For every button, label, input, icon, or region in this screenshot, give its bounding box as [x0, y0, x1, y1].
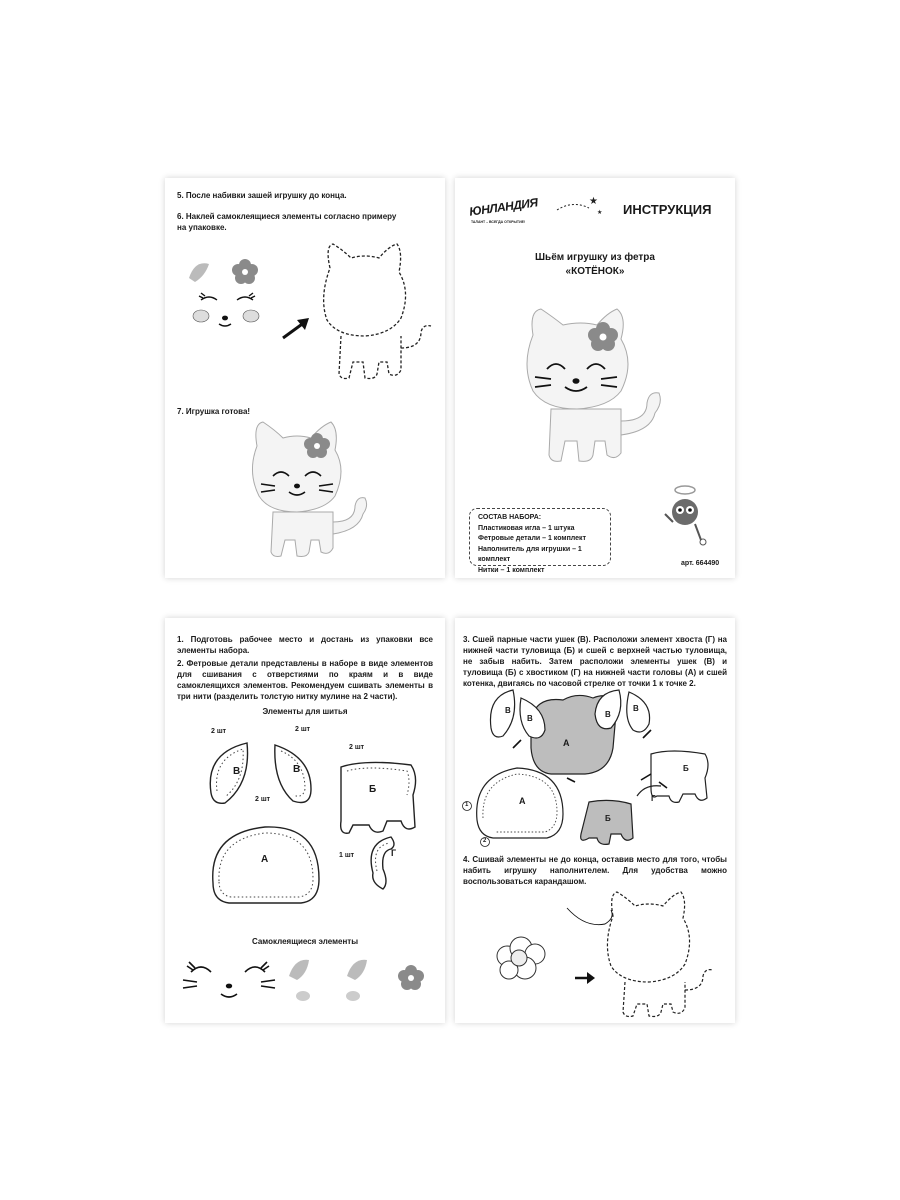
piece-label-a: А: [261, 854, 269, 865]
kit-title: СОСТАВ НАБОРА:: [478, 514, 542, 521]
page-top-right: [455, 178, 735, 578]
piece-label-g: Г: [391, 848, 397, 858]
sticker-example-illustration: [165, 238, 445, 388]
face-stickers: [193, 293, 259, 326]
step-1-text: 1. Подготовь рабочее место и достань из упаковки все элементы набора.: [177, 635, 433, 655]
flower-sticker: [232, 259, 258, 284]
diagram-label-a: А: [563, 738, 570, 748]
qty-ears-left: 2 шт: [211, 728, 227, 735]
sew-elements-heading: Элементы для шитья: [262, 707, 348, 716]
svg-text:★: ★: [597, 210, 603, 216]
qty-ears-right: 2 шт: [295, 726, 311, 733]
title-line-2: «КОТЁНОК»: [565, 266, 625, 277]
sticky-elements-heading: Самоклеящиеся элементы: [251, 937, 359, 946]
brand-logo: ЮНЛАНДИЯ: [468, 195, 539, 219]
diagram-label-v: В: [605, 710, 611, 719]
finished-toy-image: [165, 418, 445, 568]
point-2-marker: 2: [483, 838, 487, 844]
title-line-1: Шьём игрушку из фетра: [535, 252, 655, 263]
sticky-flower: [398, 965, 424, 990]
stuffing-cloud: [497, 937, 545, 979]
kit-contents-box: [469, 508, 611, 574]
kit-item: Нитки – 1 комплект: [478, 566, 545, 574]
piece-label-v: В: [233, 766, 241, 777]
diagram-label-v: В: [633, 704, 639, 713]
page-bottom-left: [165, 618, 445, 1023]
article-number: арт. 664490: [681, 560, 720, 567]
kit-item: Пластиковая игла – 1 штука: [478, 524, 575, 532]
point-1-marker: 1: [465, 802, 469, 808]
step-3-text: 3. Сшей парные части ушек (В). Расположи элемент хвоста (Г) на нижней части туловища (Б) и сшей с верхней частью туловища, не забыв набить. Затем расположи элементы ушек (В) и туловища (Б) с хвостиком (Г) на нижней части головы (А) и сшей котенка, двигаясь по часовой стрелке от точки 1 к точке 2.: [463, 635, 727, 688]
page-bottom-right: [455, 618, 735, 1023]
piece-label-b: Б: [369, 784, 377, 795]
diagram-label-b: Б: [605, 814, 611, 823]
kitten-cover-image: [455, 303, 735, 493]
step-2-text: 2. Фетровые детали представлены в наборе в виде элементов для сшивания с отверстиями по краям и в виде самоклеящихся элементов. Рекомендуем сшивать элементы в три нити (разделить толстую нитку мулине на 2 части).: [177, 659, 433, 701]
sticky-elements-illustration: [165, 952, 445, 1022]
assembly-diagram: [455, 688, 735, 848]
qty-body: 2 шт: [349, 744, 365, 751]
brand-tagline: ТАЛАНТ – ВСЕГДА ОТКРЫТИЕ!: [471, 220, 526, 224]
sew-pieces-illustration: [165, 733, 445, 933]
step-6-text: 6. Наклей самоклеящиеся элементы согласно примеру на упаковке.: [177, 212, 397, 232]
qty-tail: 1 шт: [339, 852, 355, 859]
piece-label-v: В: [293, 764, 301, 775]
step-5-text: 5. После набивки зашей игрушку до конца.: [177, 191, 347, 200]
svg-text:★: ★: [589, 196, 598, 207]
kit-item: Фетровые детали – 1 комплект: [478, 535, 586, 542]
diagram-label-v: В: [505, 706, 511, 715]
mascot-icon: [655, 478, 715, 558]
ear-sticker: [189, 263, 209, 282]
diagram-label-v: В: [527, 714, 533, 723]
cat-outline: [324, 244, 431, 379]
tail-piece: [371, 837, 397, 889]
qty-head: 2 шт: [255, 796, 271, 803]
diagram-label-a: А: [519, 796, 526, 806]
stuffing-illustration: [455, 888, 735, 1018]
stars-decoration: [553, 190, 613, 220]
step-7-text: 7. Игрушка готова!: [177, 407, 251, 416]
diagram-label-b: Б: [683, 764, 689, 773]
kit-item: Наполнитель для игрушки – 1 комплект: [478, 545, 582, 563]
body-piece: [341, 762, 416, 833]
ear-piece-left: [210, 743, 247, 803]
diagram-label-g: Г: [651, 794, 656, 803]
instruction-heading: ИНСТРУКЦИЯ: [623, 202, 712, 217]
page-top-left: [165, 178, 445, 578]
step-4-text: 4. Сшивай элементы не до конца, оставив место для того, чтобы набить игрушку наполнителем. Для удобства можно воспользоваться карандашом.: [463, 855, 727, 886]
